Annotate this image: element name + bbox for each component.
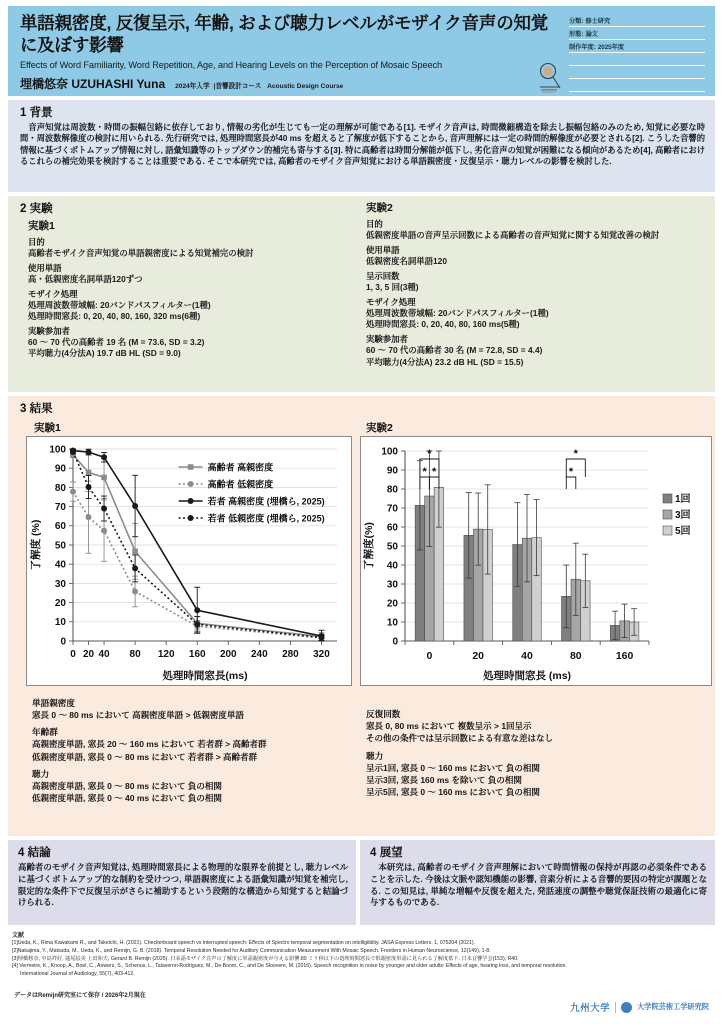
svg-text:50: 50 xyxy=(54,540,66,552)
svg-text:50: 50 xyxy=(386,541,398,553)
svg-text:20: 20 xyxy=(54,598,66,609)
results-exp2-label: 実験2 xyxy=(366,422,393,434)
exp2-res-g2-line-3: 呈示5回, 窓長 0 〜 160 ms において 負の相関 xyxy=(366,787,540,798)
author-affiliation: 2024年入学 |音響設計コース Acoustic Design Course xyxy=(175,82,344,90)
svg-text:70: 70 xyxy=(54,502,66,513)
exp2-purpose-label: 目的 xyxy=(366,219,383,229)
experiment-2-column xyxy=(366,200,716,368)
exp1-purpose-label: 目的 xyxy=(28,237,45,247)
section-background xyxy=(8,100,715,192)
svg-text:*: * xyxy=(422,466,427,478)
section-background-body: 音声知覚は周波数・時間の振幅包絡に依存しており, 情報の劣化が生じても一定の理解が可能である[1]. モザイク音声は, 時間微細構造を除去し振幅包絡のみのため, 知覚に必要な時間・周波数解像度の検討に用いられる. 先行研究では, 処理時間窓長が40 ms を超えると了解度が低下することから, 音声理解には一定の時間的解像度が必要とされる[2]. こうした音響的情報に基づくボトムアップ情報に対し, 語彙知識等のトップダウン的補完も寄与する[3]. 特に高齢者は時間分解能が低下し, 劣化音声の知覚が困難になる傾向があるため[4], 高齢者におけるこれらの補完効果を検討することは重要である. そこで本研究では, 高齢者のモザイク音声知覚における単語親密度・反復呈示・聴力レベルの影響を検討した. xyxy=(20,122,705,166)
section-outlook-body: 本研究は, 高齢者のモザイク音声理解において時間情報の保持が再認の必須条件であることを示した. 今後は文脈や認知機能の影響, 音素分析による音響的要因の特定が課題となる. この知見は, 単純な増幅や反復を超えた, 発話速度の調整や聴覚保証技術の最適化に寄与するものである. xyxy=(370,862,707,908)
exp1-res-g3-line-1: 高親密度単語, 窓長 0 〜 80 ms において 負の相関 xyxy=(32,780,222,791)
section-outlook-title: 展望 xyxy=(379,847,403,859)
svg-text:20: 20 xyxy=(82,649,95,660)
exp1-words-value: 高・低親密度名詞単語120ずつ xyxy=(28,274,143,285)
exp2-purpose-value: 低親密度単語の音声呈示回数による高齢者の音声知覚に関する知覚改善の検討 xyxy=(366,230,660,240)
exp2-bar-chart-canvas xyxy=(361,437,711,685)
svg-text:処理時間窓長 (ms): 処理時間窓長 (ms) xyxy=(482,670,572,682)
brand-divider xyxy=(615,1002,616,1013)
brand-university-name: 九州大学 xyxy=(570,1003,611,1014)
svg-text:処理時間窓長(ms): 処理時間窓長(ms) xyxy=(162,670,248,682)
svg-text:0: 0 xyxy=(60,636,66,648)
meta-row-blank-1 xyxy=(569,53,705,66)
exp1-participants-label: 実験参加者 xyxy=(28,326,70,337)
exp1-mosaic-freq: 処理周波数帯域幅: 20バンドパスフィルター(1種) xyxy=(28,300,211,311)
exp2-reps-value: 1, 3, 5 回(3種) xyxy=(366,282,419,293)
results-exp1-label: 実験1 xyxy=(34,422,61,434)
university-emblem-icon xyxy=(537,60,563,96)
exp1-res-g1-line-1: 窓長 0 〜 80 ms において 高親密度単語 > 低親密度単語 xyxy=(32,710,244,720)
section-experiment xyxy=(8,196,715,392)
meta-value-format: 論文 xyxy=(585,31,598,38)
section-conclusion-heading xyxy=(18,844,348,860)
reference-item xyxy=(12,956,717,964)
exp2-res-g1-label: 反復回数 xyxy=(366,709,401,719)
exp1-res-g2-line-1: 高親密度単語, 窓長 20 〜 160 ms において 若者群 > 高齢者群 xyxy=(32,739,267,750)
page-subtitle-english: Effects of Word Familiarity, Word Repetition, Age, and Hearing Levels on the Perception of Mosaic Speech xyxy=(20,59,442,70)
exp2-words-value: 低親密度名詞単語120 xyxy=(366,256,447,267)
svg-text:*: * xyxy=(573,448,578,460)
university-seal-icon xyxy=(621,1002,632,1013)
meta-value-category: 修士研究 xyxy=(585,18,611,25)
section-experiment-number: 2 xyxy=(20,203,27,215)
svg-text:10: 10 xyxy=(386,617,398,629)
section-outlook-number: 4 xyxy=(370,847,377,859)
author-course-en: Acoustic Design Course xyxy=(267,82,344,90)
svg-text:高齢者 低親密度: 高齢者 低親密度 xyxy=(207,479,274,490)
exp1-participants-value: 60 〜 70 代の高齢者 19 名 (M = 73.6, SD = 3.2) xyxy=(28,337,205,348)
exp2-hearing-value: 平均聴力(4分法A) 23.2 dB HL (SD = 15.5) xyxy=(366,356,524,367)
exp2-participants-label: 実験参加者 xyxy=(366,334,408,345)
svg-text:90: 90 xyxy=(386,465,398,477)
exp2-res-g1-line-1: 窓長 0, 80 ms において 複数呈示 > 1回呈示 xyxy=(366,721,532,731)
experiment-2-name: 実験2 xyxy=(366,202,393,214)
exp1-results-text xyxy=(32,692,358,805)
svg-text:70: 70 xyxy=(386,503,398,515)
svg-text:了解度 (%): 了解度 (%) xyxy=(30,519,42,571)
section-results-title: 結果 xyxy=(29,403,53,415)
svg-text:100: 100 xyxy=(49,444,66,456)
svg-text:60: 60 xyxy=(54,521,66,533)
poster-footer xyxy=(0,988,723,1024)
exp2-words-label: 使用単語 xyxy=(366,245,400,256)
meta-row-category xyxy=(569,14,705,27)
footer-brand xyxy=(570,1000,709,1014)
page-title: 単語親密度, 反復呈示, 年齢, および聴力レベルがモザイク音声の知覚に及ぼす影響 xyxy=(20,13,549,56)
meta-key-format: 形態: xyxy=(569,31,584,38)
svg-text:0: 0 xyxy=(392,636,398,648)
svg-text:20: 20 xyxy=(472,650,485,662)
svg-text:40: 40 xyxy=(54,559,66,571)
exp1-hearing-value: 平均聴力(4分法A) 19.7 dB HL (SD = 9.0) xyxy=(28,348,181,359)
svg-text:若者 低親密度 (埋橋ら, 2025): 若者 低親密度 (埋橋ら, 2025) xyxy=(207,513,325,524)
exp2-results-text xyxy=(366,692,716,799)
svg-text:*: * xyxy=(427,448,432,460)
svg-text:120: 120 xyxy=(157,649,175,660)
exp1-res-g3-line-2: 低親密度単語, 窓長 0 〜 40 ms において 負の相関 xyxy=(32,793,222,804)
svg-text:90: 90 xyxy=(54,463,66,475)
svg-text:20: 20 xyxy=(386,598,398,610)
svg-text:100: 100 xyxy=(381,446,398,458)
exp2-res-g2-line-2: 呈示3回, 窓長 160 ms を除いて 負の相関 xyxy=(366,774,522,785)
section-outlook-heading xyxy=(370,844,707,860)
experiment-1-name: 実験1 xyxy=(28,220,55,232)
exp1-mosaic-label: モザイク処理 xyxy=(28,289,78,300)
svg-text:若者 高親密度 (埋橋ら, 2025): 若者 高親密度 (埋橋ら, 2025) xyxy=(207,496,325,507)
reference-item xyxy=(12,948,717,956)
references-section xyxy=(12,930,717,979)
section-experiment-heading xyxy=(20,200,350,216)
meta-key-category: 分類: xyxy=(569,18,584,25)
reference-text-2: [2]Nakajima, Y., Matsuda, M., Ueda, K., and Remijn, G. B. (2018). Temporal Resolution Needed for Auditory Communication Measurement With Mosaic Speech. Frontiers in Human Neuroscience, 12(149), 1-8. xyxy=(12,947,491,954)
exp1-mosaic-time: 処理時間窓長: 0, 20, 40, 80, 160, 320 ms(6種) xyxy=(28,311,201,322)
header-meta-block xyxy=(565,6,715,96)
reference-text-3: [3]埋橋悠奈, 中島祥好, 蓮尾絵美 上田和夫, Gerard B. Remijn (2025). 日本語モザイク音声の了解度に単語親密度が与える影響:80 ミリ秒以下の処理時間窓長で低親密度単語に見られる了解度低下. 日本音響学会(153), R40. xyxy=(12,955,519,962)
section-results xyxy=(8,396,715,836)
meta-key-year: 制作年度: xyxy=(569,44,596,51)
references-title: 文献 xyxy=(12,933,25,939)
header-title-block xyxy=(8,6,565,96)
svg-text:30: 30 xyxy=(54,578,66,590)
svg-text:60: 60 xyxy=(386,522,398,534)
exp2-participants-value: 60 〜 70 代の高齢者 30 名 (M = 72.8, SD = 4.4) xyxy=(366,345,543,356)
exp1-res-g2-label: 年齢群 xyxy=(32,727,58,738)
svg-text:280: 280 xyxy=(282,649,299,660)
svg-text:0: 0 xyxy=(426,650,433,662)
meta-row-blank-3 xyxy=(569,79,705,92)
svg-text:320: 320 xyxy=(313,649,330,660)
exp2-res-g2-label: 聴力 xyxy=(366,750,384,761)
author-entry-year: 2024年入学 xyxy=(175,82,210,90)
svg-text:80: 80 xyxy=(54,482,66,494)
section-results-number: 3 xyxy=(20,403,27,415)
section-conclusion-title: 結論 xyxy=(27,847,51,859)
svg-text:1回: 1回 xyxy=(675,494,691,505)
author-course-ja: 音響設計コース xyxy=(215,82,262,90)
section-outlook xyxy=(360,840,715,925)
exp2-mosaic-label: モザイク処理 xyxy=(366,297,416,308)
svg-text:*: * xyxy=(432,466,437,478)
exp2-res-g2-line-1: 呈示1回, 窓長 0 〜 160 ms において 負の相関 xyxy=(366,762,540,773)
section-conclusion-body: 高齢者のモザイク音声知覚は, 処理時間窓長による物理的な限界を前提とし, 聴力レベルに基づくボトムアップ的な制約を受けつつ, 単語親密度による語彙知識が知覚を補完し, 限定的な条件下で反復呈示がさらに補助するという段階的な構造から知覚すると結論づけられる. xyxy=(18,862,348,908)
svg-text:80: 80 xyxy=(386,484,398,496)
section-results-heading xyxy=(20,400,53,416)
exp2-bar-chart xyxy=(360,436,712,686)
svg-text:40: 40 xyxy=(521,650,533,662)
experiment-1-column xyxy=(20,200,350,360)
meta-value-year: 2025年度 xyxy=(597,44,624,51)
svg-text:160: 160 xyxy=(615,650,634,662)
svg-text:30: 30 xyxy=(386,579,398,591)
svg-text:200: 200 xyxy=(219,649,237,660)
svg-text:10: 10 xyxy=(54,617,66,629)
svg-text:40: 40 xyxy=(98,649,110,660)
exp1-res-g2-line-2: 低親密度単語, 窓長 0 〜 80 ms において 若者群 > 高齢者群 xyxy=(32,751,258,762)
svg-text:高齢者 高親密度: 高齢者 高親密度 xyxy=(207,462,274,473)
section-experiment-title: 実験 xyxy=(29,203,53,215)
section-conclusion xyxy=(8,840,356,925)
section-background-title: 背景 xyxy=(29,107,53,119)
reference-item xyxy=(12,940,717,948)
svg-text:3回: 3回 xyxy=(675,510,691,521)
exp2-res-g1-line-2: その他の条件では呈示回数による有意な差はなし xyxy=(366,733,554,744)
svg-text:240: 240 xyxy=(251,649,268,660)
exp1-purpose-value: 高齢者モザイク音声知覚の単語親密度による知覚補完の検討 xyxy=(28,248,254,258)
svg-text:了解度(%): 了解度(%) xyxy=(363,522,375,570)
exp2-mosaic-freq: 処理周波数帯域幅: 20バンドパスフィルター(1種) xyxy=(366,308,549,319)
exp2-reps-label: 呈示回数 xyxy=(366,271,400,282)
exp1-line-chart-canvas xyxy=(27,437,351,685)
svg-text:80: 80 xyxy=(129,649,141,660)
meta-row-format xyxy=(569,27,705,40)
experiment-column-divider xyxy=(358,202,359,386)
section-conclusion-number: 4 xyxy=(18,847,25,859)
svg-text:160: 160 xyxy=(188,649,206,660)
reference-text-4: [4] Vermeire, K., Knoop, A., Boel, C., Auwers, S., Schenus, L., Talaveron-Rodriguez, M., De Boom, C., and De Sloovere, M. (2016). Speech recognition in noise by younger and older adults: Effects of age, hearing loss, and temporal resolution. xyxy=(12,963,567,970)
reference-text-4-continued: International Journal of Audiology, 55(7), 403-412. xyxy=(20,971,135,978)
reference-text-1: [1]Ueda, K., Rima Kawakami R., and Takeichi, H. (2021). Checkerboard speech vs interrupted speech: Effects of Spectro temporal segmentation on intelligibility. JASA Express Letters. 1, 075204 (2021). xyxy=(12,940,476,946)
exp1-res-g3-label: 聴力 xyxy=(32,768,50,779)
section-background-heading xyxy=(20,104,705,120)
exp2-mosaic-time: 処理時間窓長: 0, 20, 40, 80, 160 ms(5種) xyxy=(366,319,520,330)
exp1-res-g1-label: 単語親密度 xyxy=(32,698,75,708)
svg-text:80: 80 xyxy=(569,650,582,662)
author-row xyxy=(20,75,559,92)
exp1-line-chart xyxy=(26,436,352,686)
author-name: 埋橋悠奈 UZUHASHI Yuna xyxy=(20,76,166,91)
meta-row-blank-2 xyxy=(569,66,705,79)
footer-data-note: データはRemijn研究室にて保存 / 2026年2月現在 xyxy=(14,993,146,999)
section-background-number: 1 xyxy=(20,107,27,119)
reference-item xyxy=(12,963,717,979)
meta-row-year xyxy=(569,40,705,53)
brand-faculty-name: 大学院芸術工学研究院 xyxy=(637,1002,709,1011)
svg-text:40: 40 xyxy=(386,560,398,572)
svg-text:0: 0 xyxy=(70,649,76,660)
svg-text:5回: 5回 xyxy=(675,526,691,537)
exp1-words-label: 使用単語 xyxy=(28,263,62,274)
poster-header xyxy=(8,6,715,96)
svg-text:*: * xyxy=(568,466,574,478)
